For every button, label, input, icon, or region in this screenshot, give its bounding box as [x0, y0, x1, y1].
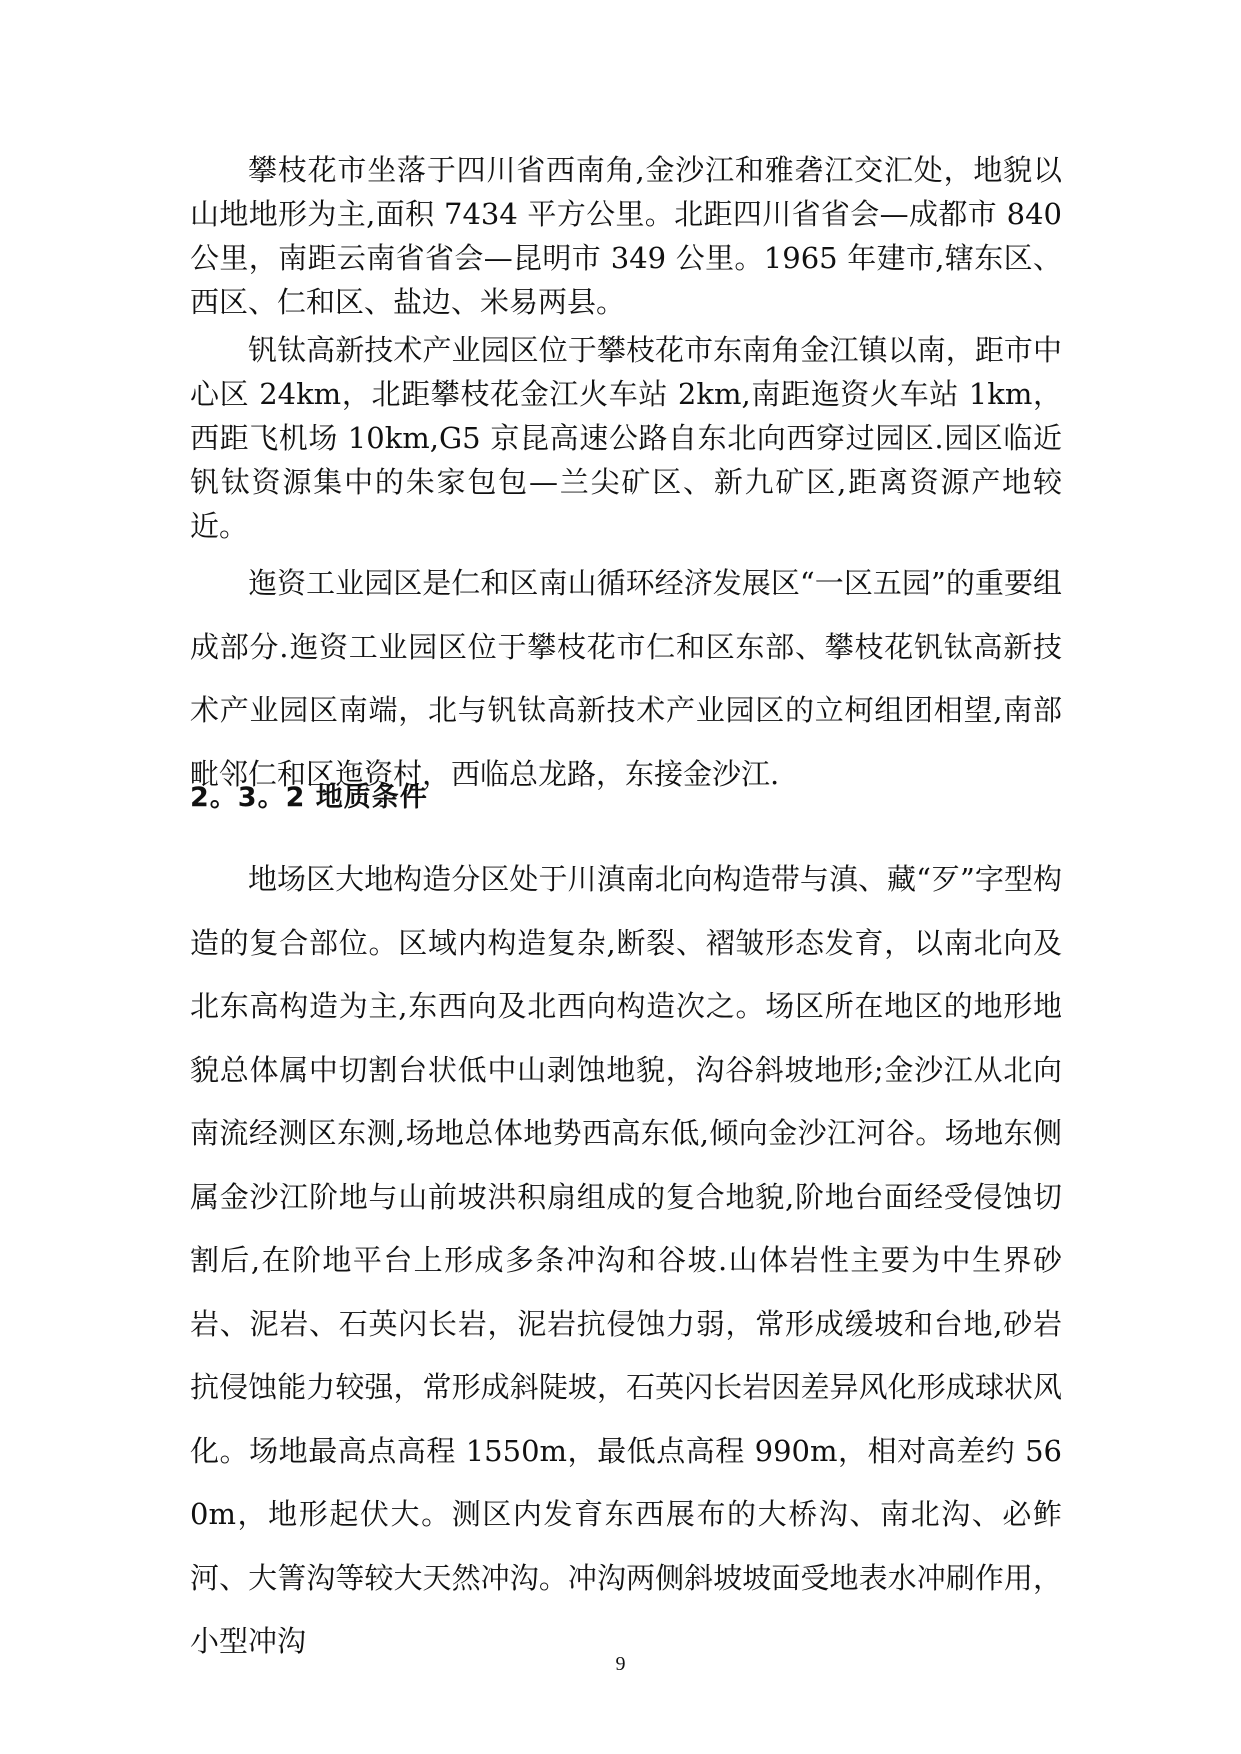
paragraph-yizi-industrial-park: 迤资工业园区是仁和区南山循环经济发展区“一区五园”的重要组成部分.迤资工业园区位于攀枝花市仁和区东部、攀枝花钒钛高新技术产业园区南端，北与钒钛高新技术产业园区的立柯组团相望,南部毗邻仁和区迤资村，西临总龙路，东接金沙江.	[190, 566, 1062, 791]
paragraph-geology: 地场区大地构造分区处于川滇南北向构造带与滇、藏“歹”字型构造的复合部位。区域内构造复杂,断裂、褶皱形态发育，以南北向及北东高构造为主,东西向及北西向构造次之。场区所在地区的地形地貌总体属中切割台状低中山剥蚀地貌，沟谷斜坡地形;金沙江从北向南流经测区东测,场地总体地势西高东低,倾向金沙江河谷。场地东侧属金沙江阶地与山前坡洪积扇组成的复合地貌,阶地台面经受侵蚀切割后,在阶地平台上形成多条冲沟和谷坡.山体岩性主要为中生界砂岩、泥岩、石英闪长岩，泥岩抗侵蚀力弱，常形成缓坡和台地,砂岩抗侵蚀能力较强，常形成斜陡坡，石英闪长岩因差异风化形成球状风化。场地最高点高程 1550m，最低点高程 990m，相对高差约 560m，地形起伏大。测区内发育东西展布的大桥沟、南北沟、必鲊河、大箐沟等较大天然冲沟。冲沟两侧斜坡坡面受地表水冲刷作用，小型冲沟	[190, 862, 1062, 1658]
body-text	[190, 148, 1062, 806]
paragraph-location: 攀枝花市坐落于四川省西南角,金沙江和雅砻江交汇处，地貌以山地地形为主,面积 7434 平方公里。北距四川省省会—成都市 840 公里，南距云南省省会—昆明市 349 公里。1965 年建市,辖东区、西区、仁和区、盐边、米易两县。	[190, 153, 1062, 319]
section-heading: 2。3。2 地质条件	[190, 782, 428, 813]
page-number: 9	[615, 1653, 626, 1675]
section-body	[190, 848, 1062, 1674]
paragraph-vanadium-titanium-park: 钒钛高新技术产业园区位于攀枝花市东南角金江镇以南，距市中心区 24km，北距攀枝花金江火车站 2km,南距迤资火车站 1km，西距飞机场 10km,G5 京昆高速公路自东北向西穿过园区.园区临近钒钛资源集中的朱家包包—兰尖矿区、新九矿区,距离资源产地较近。	[190, 333, 1062, 543]
